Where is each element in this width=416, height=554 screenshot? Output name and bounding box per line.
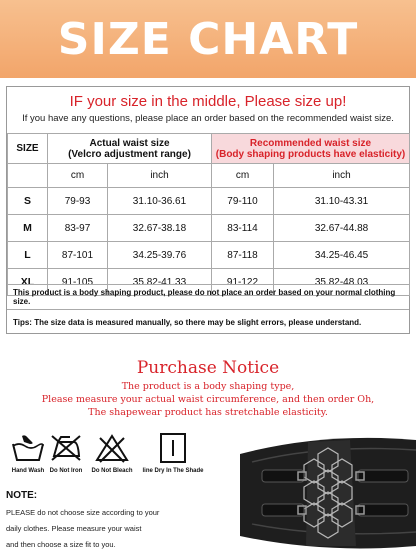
- size-label: L: [8, 242, 48, 269]
- note-line: and then choose a size fit to you.: [6, 540, 116, 549]
- recommended-inch: 35.82-48.03: [274, 269, 410, 296]
- actual-waist-title: Actual waist size: [89, 137, 170, 149]
- actual-inch: 34.25-39.76: [108, 242, 212, 269]
- recommended-cm: 91-122: [212, 269, 274, 296]
- unit-cm: cm: [48, 164, 108, 188]
- note-section: [6, 490, 186, 553]
- actual-inch: 32.67-38.18: [108, 215, 212, 242]
- recommended-cm: 87-118: [212, 242, 274, 269]
- empty-unit-cell: [8, 164, 48, 188]
- table-row: [8, 215, 410, 242]
- size-chart-table-box: [6, 86, 410, 334]
- actual-cm: 91-105: [48, 269, 108, 296]
- note-title: NOTE:: [6, 490, 38, 501]
- size-chart-banner: [0, 0, 416, 78]
- recommended-inch: 32.67-44.88: [274, 215, 410, 242]
- hand-wash-label: Hand Wash: [11, 468, 45, 474]
- waist-belt-image: [232, 414, 416, 554]
- size-column-header: SIZE: [8, 134, 48, 164]
- notice-line: The product is a body shaping type,: [121, 381, 295, 392]
- line-dry-label: line Dry In The Shade: [142, 468, 204, 474]
- unit-inch: inch: [274, 164, 410, 188]
- size-label: XL: [8, 269, 48, 296]
- actual-inch: 31.10-36.61: [108, 188, 212, 215]
- do-not-iron-icon: [48, 432, 84, 464]
- care-line-dry: [140, 432, 206, 474]
- order-advice-text: If you have any questions, please place an order based on the recommended waist size.: [22, 113, 394, 124]
- do-not-bleach-icon: [94, 432, 130, 464]
- actual-inch: 35.82-41.33: [108, 269, 212, 296]
- note-line: daily clothes. Please measure your waist: [6, 524, 142, 533]
- notice-line: The shapewear product has stretchable elasticity.: [88, 407, 328, 418]
- recommended-inch: 34.25-46.45: [274, 242, 410, 269]
- unit-inch: inch: [108, 164, 212, 188]
- actual-waist-header: [48, 134, 212, 164]
- care-do-not-bleach: [84, 432, 140, 474]
- recommended-cm: 79-110: [212, 188, 274, 215]
- actual-cm: 87-101: [48, 242, 108, 269]
- recommended-waist-subtitle: (Body shaping products have elasticity): [215, 148, 406, 160]
- do-not-iron-label: Do Not Iron: [49, 468, 83, 474]
- recommended-cm: 83-114: [212, 215, 274, 242]
- table-row: [8, 188, 410, 215]
- unit-cm: cm: [212, 164, 274, 188]
- size-up-heading: IF your size in the middle, Please size up!: [69, 93, 347, 110]
- recommended-waist-title: Recommended waist size: [249, 137, 372, 149]
- notice-line: Please measure your actual waist circumference, and then order Oh,: [41, 394, 375, 405]
- banner-title: SIZE CHART: [57, 13, 359, 65]
- size-label: M: [8, 215, 48, 242]
- table-row: [8, 242, 410, 269]
- recommended-waist-header: [212, 134, 410, 164]
- measurement-tips: Tips: The size data is measured manually, so there may be slight errors, please understand.: [7, 309, 409, 334]
- purchase-notice-title: Purchase Notice: [136, 358, 280, 378]
- size-table: [7, 133, 410, 296]
- do-not-bleach-label: Do Not Bleach: [91, 468, 133, 474]
- recommended-inch: 31.10-43.31: [274, 188, 410, 215]
- line-dry-icon: [155, 432, 191, 464]
- note-line: PLEASE do not choose size according to your: [6, 508, 160, 517]
- actual-cm: 79-93: [48, 188, 108, 215]
- body-shaping-note: This product is a body shaping product, please do not place an order based on your normal clothing size.: [7, 284, 409, 308]
- actual-waist-subtitle: (Velcro adjustment range): [68, 148, 191, 160]
- size-label: S: [8, 188, 48, 215]
- actual-cm: 83-97: [48, 215, 108, 242]
